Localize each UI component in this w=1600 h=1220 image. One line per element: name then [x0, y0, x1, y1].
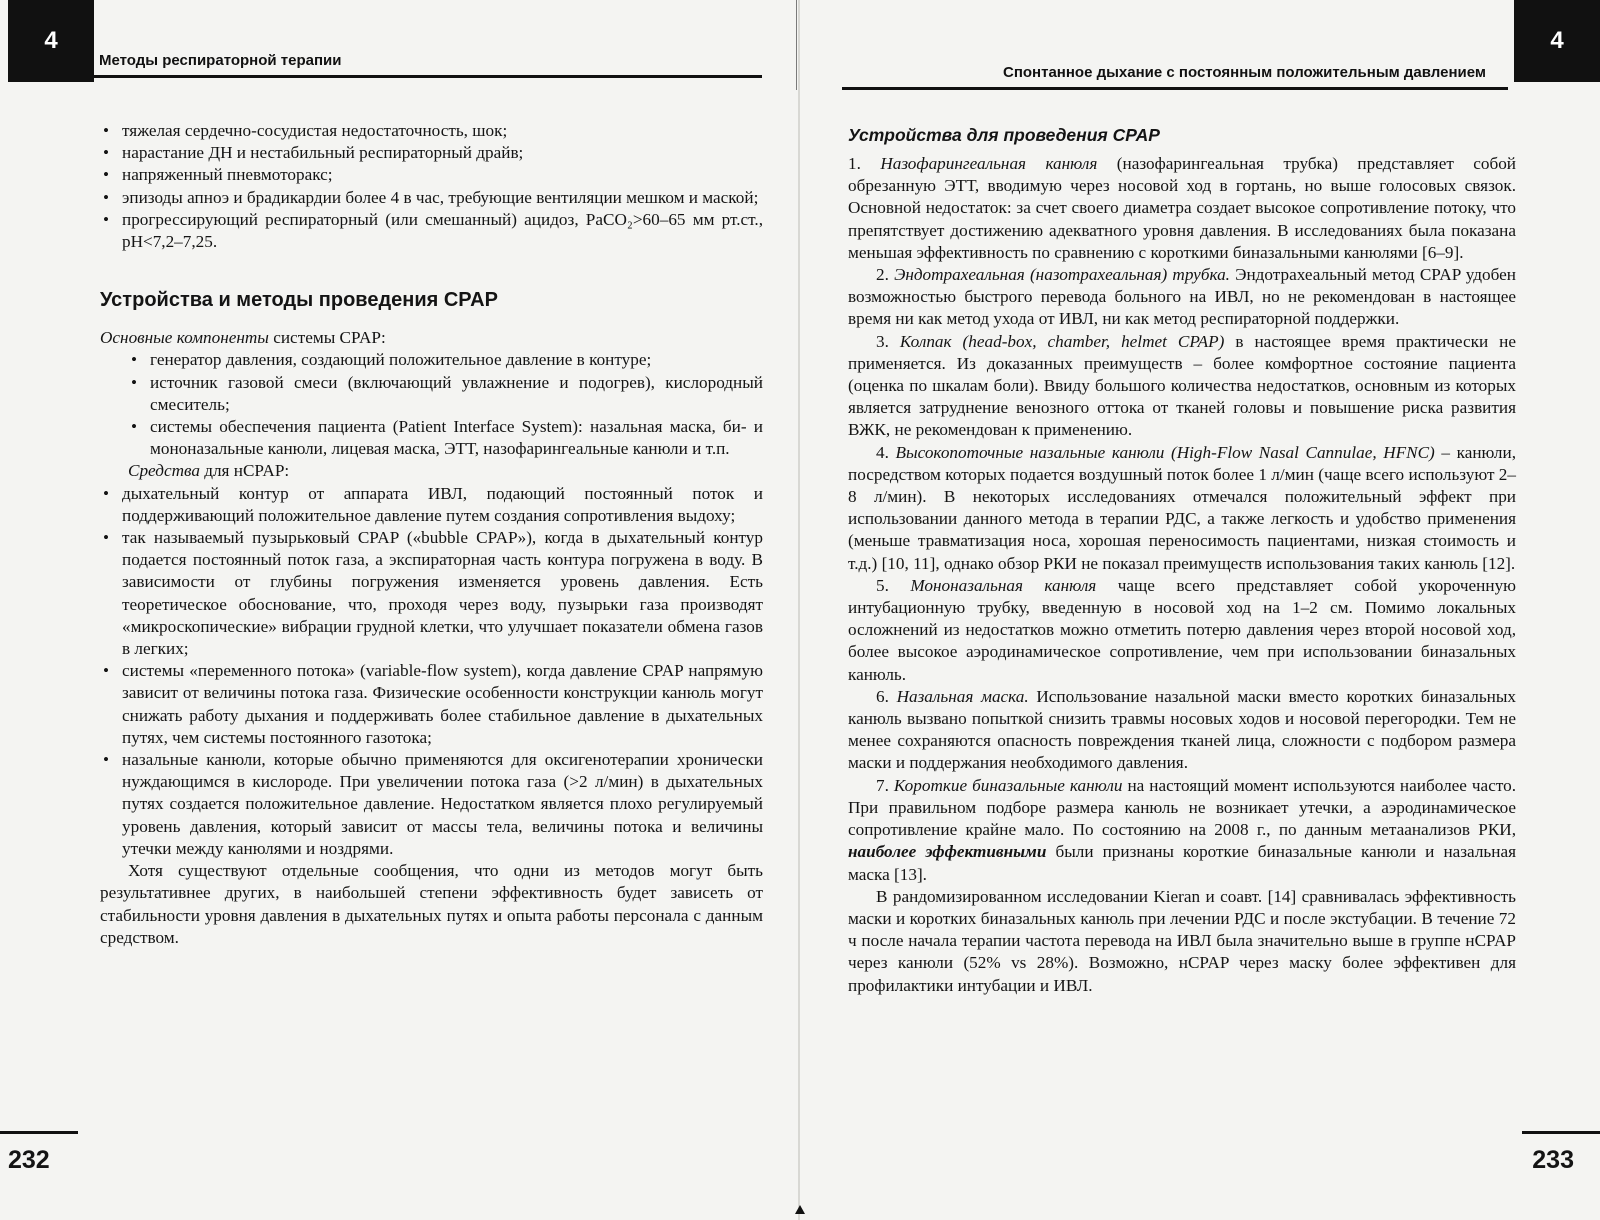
item-title: Колпак (head-box, chamber, helmet CPAP)	[899, 331, 1225, 351]
section-heading: Устройства для проведения CPAP	[848, 125, 1160, 145]
list-item: • назальные канюли, которые обычно применяются для оксигенотерапии хронически нуждающимся в кислороде. При увеличении потока газа (>2 л/мин) в дыхательных путях создается положительное давление. Недостатком является плохо регулируемый уровень давления, который зависит от массы тела, величины потока и величины утечки между канюлями и ноздрями.	[100, 749, 763, 860]
item-number: 6.	[876, 686, 897, 706]
chapter-number: 4	[1550, 27, 1564, 54]
item-text: были признаны короткие биназальные канюли и назальная маска [13].	[848, 842, 1516, 884]
left-page	[0, 0, 796, 1220]
footer-rule	[1522, 1131, 1600, 1134]
list-item: • нарастание ДН и нестабильный респираторный драйв;	[100, 142, 763, 164]
numbered-paragraph	[848, 153, 1516, 264]
item-number: 5.	[876, 575, 911, 595]
item-title: Короткие биназальные канюли	[893, 775, 1123, 795]
numbered-paragraph	[848, 775, 1516, 886]
chapter-number-box	[8, 0, 94, 82]
item-title: Назофарингеальная канюля	[880, 154, 1098, 173]
list-item: • так называемый пузырьковый CPAP («bubble CPAP»), когда в дыхательный контур подается постоянный поток газа, а экспираторная часть контура погружена в воду. В зависимости от глубины погружения изменяется уровень давления. Есть теоретическое обоснование, что, проходя через воду, пузырьки газа производят «микроскопические» вибрации грудной клетки, что улучшает показатели обмена газов в легких;	[100, 527, 763, 660]
means-bullet-list	[100, 483, 763, 860]
numbered-paragraph	[848, 264, 1516, 331]
page-number: 232	[8, 1146, 50, 1174]
section-heading: Устройства и методы проведения CPAP	[100, 289, 498, 312]
item-title: Эндотрахеальная (назотрахеальная) трубка.	[894, 265, 1230, 285]
list-item: • прогрессирующий респираторный (или смешанный) ацидоз, PaCO₂>60–65 мм рт.ст., pH<7,2–7,25.	[100, 209, 763, 253]
list-item: • дыхательный контур от аппарата ИВЛ, подающий постоянный поток и поддерживающий положительное давление путем создания сопротивления выдоху;	[100, 483, 763, 527]
item-text: – канюли, посредством которых подается воздушный поток более 1 л/мин (чаще всего используют 2–8 л/мин). В некоторых исследованиях отмечался положительный эффект при использовании данного метода в терапии РДС, а также легкость и удобство применения (меньше травматизация носа, хорошая переносимость пациентами, низкая стоимость и т.д.) [10, 11], однако обзор РКИ не показал преимуществ использования таких канюль [12].	[848, 442, 1516, 573]
list-item: • системы «переменного потока» (variable-flow system), когда давление CPAP напрямую зависит от величины потока газа. Физические особенности конструкции канюль могут снижать работу дыхания и поддерживать более стабильное давление в дыхательных путях, чем системы постоянного газотока;	[100, 660, 763, 749]
component-bullet-list	[100, 349, 763, 460]
item-text: на настоящий момент используются наиболее часто. При правильном подборе размера канюль не возникает утечки, а аэродинамическое сопротивление крайне мало. По состоянию на 2008 г., по данным метаанализов РКИ,	[848, 775, 1516, 840]
item-number: 4.	[876, 442, 896, 462]
item-title: Назальная маска.	[896, 686, 1029, 706]
item-emphasis: наиболее эффективными	[848, 842, 1047, 862]
chapter-number: 4	[44, 27, 58, 54]
numbered-paragraph	[848, 686, 1516, 775]
right-page	[804, 0, 1600, 1220]
running-head: Методы респираторной терапии	[99, 52, 342, 69]
closing-paragraph: Хотя существуют отдельные сообщения, что одни из методов могут быть результативнее других, в наибольшей степени эффективность будет зависеть от стабильности уровня давления в дыхательных путях и опыта работы персонала с данным средством.	[100, 861, 763, 947]
item-title: Мононазальная канюля	[910, 575, 1097, 595]
gutter-edge	[796, 0, 797, 90]
components-intro-rest: системы CPAP:	[268, 328, 386, 348]
item-number: 1.	[848, 154, 881, 173]
item-text: в настоящее время практически не применяется. Из доказанных преимуществ – более комфортное состояние пациента (оценка по шкалам боли). Ввиду большого количества недостатков, основным из которых является затруднение венозного оттока от тканей головы и повышение риска развития ВЖК, не рекомендован к применению.	[848, 331, 1516, 440]
means-intro-italic: Средства	[128, 461, 200, 481]
book-gutter	[798, 0, 800, 1220]
list-item: • напряженный пневмоторакс;	[100, 164, 763, 186]
chapter-number-box	[1514, 0, 1600, 82]
running-head: Спонтанное дыхание с постоянным положительным давлением	[1003, 64, 1486, 81]
header-rule	[94, 75, 762, 78]
components-intro	[100, 327, 763, 349]
numbered-paragraph	[848, 575, 1516, 686]
item-title: Высокопоточные назальные канюли (High-Flow Nasal Cannulae, HFNC)	[895, 442, 1435, 462]
header-rule	[842, 87, 1508, 90]
list-item: • тяжелая сердечно-сосудистая недостаточность, шок;	[100, 120, 763, 142]
right-page-body	[848, 123, 1516, 997]
footer-rule	[0, 1131, 78, 1134]
item-number: 2.	[876, 265, 895, 285]
closing-paragraph: В рандомизированном исследовании Kieran и соавт. [14] сравнивалась эффективность маски и коротких биназальных канюль при лечении РДС и после экстубации. В течение 72 ч после начала терапии частота перевода на ИВЛ была значительно выше в группе нCPAP через канюли (52% vs 28%). Возможно, нCPAP через маску более эффективен для профилактики интубации и ИВЛ.	[848, 886, 1516, 995]
list-item: • системы обеспечения пациента (Patient Interface System): назальная маска, би- и мононазальные канюли, лицевая маска, ЭТТ, назофарингеальные канюли и т.п.	[128, 416, 763, 460]
list-item: • источник газовой смеси (включающий увлажнение и подогрев), кислородный смеситель;	[128, 372, 763, 416]
item-number: 3.	[876, 331, 900, 351]
binding-mark-icon	[795, 1205, 805, 1214]
item-text: Использование назальной маски вместо коротких биназальных канюль вызвано попыткой снизить травмы носовых ходов и носовой перегородки. Тем не менее сохраняются опасность повреждения тканей лица, сложности с подбором размера маски и поддержания необходимого давления.	[848, 686, 1516, 773]
means-intro	[100, 460, 763, 482]
numbered-paragraph	[848, 331, 1516, 442]
item-number: 7.	[876, 775, 894, 795]
components-intro-italic: Основные компоненты	[100, 328, 269, 348]
page-number: 233	[1532, 1146, 1574, 1174]
numbered-paragraph	[848, 442, 1516, 575]
item-text: Эндотрахеальный метод CPAP удобен возможностью быстрого перевода больного на ИВЛ, но не рекомендован в настоящее время ни как метод ухода от ИВЛ, ни как метод респираторной поддержки.	[848, 265, 1516, 329]
list-item: • эпизоды апноэ и брадикардии более 4 в час, требующие вентиляции мешком и маской;	[100, 187, 763, 209]
top-bullet-list	[100, 120, 763, 253]
item-text: чаще всего представляет собой укороченную интубационную трубку, введенную в носовой ход на 1–2 см. Помимо локальных осложнений из недостатков можно отметить потерю давления через второй носовой ход, более высокое аэродинамическое сопротивление, чем при использовании биназальных канюль.	[848, 575, 1517, 684]
means-intro-rest: для нCPAP:	[199, 461, 290, 481]
left-page-body	[100, 120, 763, 949]
item-text: (назофарингеальная трубка) представляет собой обрезанную ЭТТ, вводимую через носовой ход в гортань, но выше голосовых связок. Основной недостаток: за счет своего диаметра создает высокое сопротивление потоку, что препятствует достижению адекватного уровня давления. В исследованиях была показана меньшая эффективность по сравнению с короткими биназальными канюлями [6–9].	[848, 154, 1517, 262]
list-item: • генератор давления, создающий положительное давление в контуре;	[128, 349, 763, 371]
